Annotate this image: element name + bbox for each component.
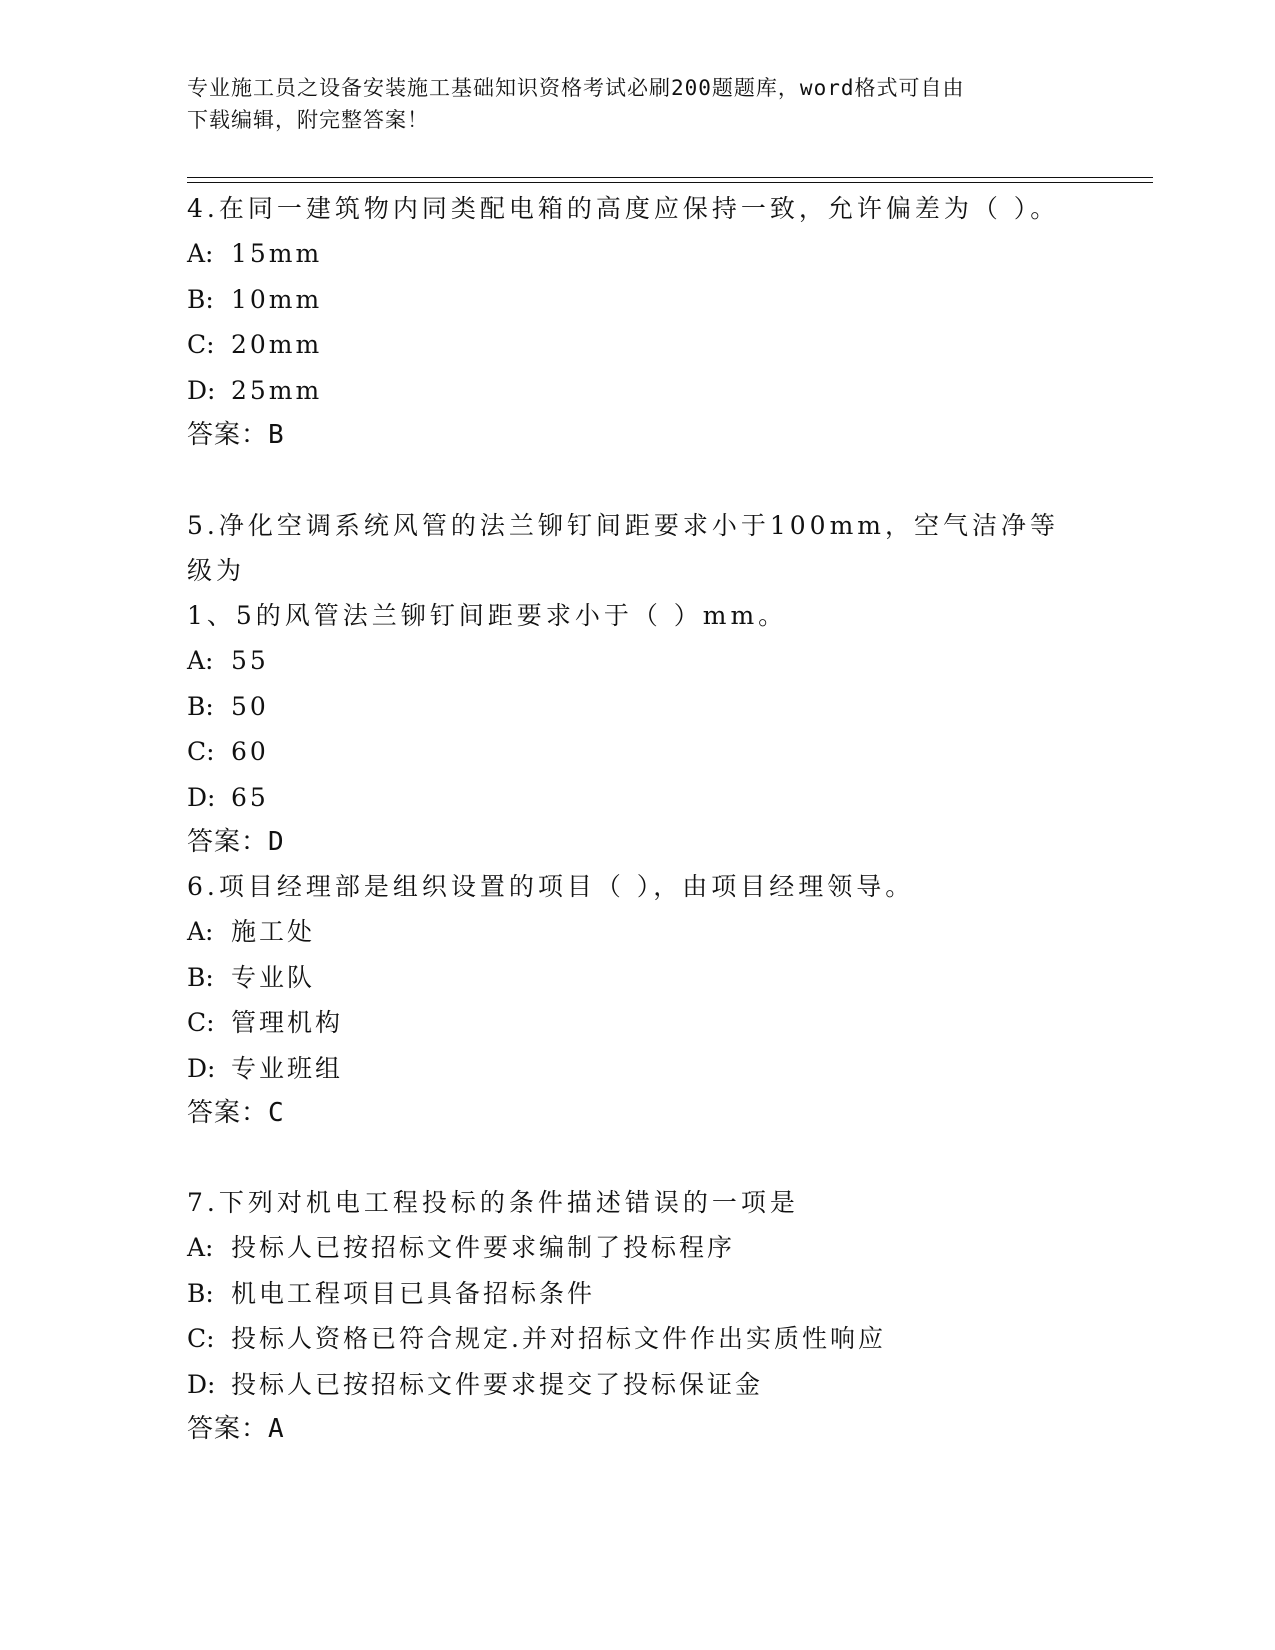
option-c (187, 729, 1087, 775)
document-header (187, 72, 1067, 136)
question-text: 6.项目经理部是组织设置的项目（ ），由项目经理领导。 (187, 872, 915, 901)
answer: 答案：D (187, 827, 285, 857)
option-letter: A: (187, 917, 214, 946)
option-a (187, 638, 1087, 684)
option-letter: B: (187, 691, 214, 721)
option-a (187, 909, 1087, 955)
option-a (187, 231, 1087, 277)
answer: 答案：C (187, 1098, 285, 1128)
option-text: 机电工程项目已具备招标条件 (231, 1278, 596, 1308)
question-7 (187, 1180, 1087, 1452)
option-c (187, 322, 1087, 368)
option-d (187, 1362, 1087, 1408)
option-text: 60 (231, 737, 269, 766)
option-text: 65 (231, 782, 269, 812)
option-text: 15mm (231, 239, 323, 268)
option-d (187, 368, 1087, 414)
option-text: 投标人资格已符合规定.并对招标文件作出实质性响应 (231, 1324, 886, 1353)
option-text: 专业班组 (231, 1053, 344, 1083)
option-letter: D: (187, 1369, 216, 1399)
option-text: 施工处 (231, 917, 316, 946)
option-letter: A: (187, 1233, 214, 1262)
header-divider-bottom (187, 182, 1153, 183)
option-letter: C: (187, 1008, 215, 1037)
question-text-line-1: 5.净化空调系统风管的法兰铆钉间距要求小于100mm，空气洁净等级为 (187, 511, 1059, 585)
option-c (187, 1000, 1087, 1046)
option-text: 投标人已按招标文件要求编制了投标程序 (231, 1233, 736, 1262)
option-b (187, 1271, 1087, 1317)
question-6 (187, 864, 1087, 1136)
option-text: 管理机构 (231, 1008, 344, 1037)
option-letter: D: (187, 375, 216, 405)
question-5 (187, 503, 1087, 865)
option-b (187, 955, 1087, 1001)
option-c (187, 1316, 1087, 1362)
option-text: 专业队 (231, 962, 316, 992)
option-text: 50 (231, 691, 269, 721)
option-d (187, 1046, 1087, 1092)
question-text: 4.在同一建筑物内同类配电箱的高度应保持一致，允许偏差为（ ）。 (187, 194, 1060, 223)
option-letter: B: (187, 284, 214, 314)
option-letter: B: (187, 1278, 214, 1308)
option-d (187, 775, 1087, 821)
header-line-2: 下载编辑，附完整答案！ (187, 108, 429, 132)
question-text-line-2: 1、5的风管法兰铆钉间距要求小于（ ）mm。 (187, 601, 788, 630)
option-letter: C: (187, 737, 215, 766)
question-text: 7.下列对机电工程投标的条件描述错误的一项是 (187, 1188, 799, 1217)
option-letter: C: (187, 330, 215, 359)
option-letter: A: (187, 239, 214, 268)
answer: 答案：B (187, 420, 285, 450)
option-text: 25mm (231, 375, 323, 405)
question-4 (187, 186, 1087, 458)
option-a (187, 1225, 1087, 1271)
option-text: 投标人已按招标文件要求提交了投标保证金 (231, 1369, 764, 1399)
option-letter: A: (187, 646, 214, 675)
option-b (187, 277, 1087, 323)
option-text: 55 (231, 646, 269, 675)
option-letter: C: (187, 1324, 215, 1353)
option-letter: B: (187, 962, 214, 992)
option-text: 10mm (231, 284, 323, 314)
answer: 答案：A (187, 1414, 285, 1444)
option-letter: D: (187, 782, 216, 812)
option-b (187, 684, 1087, 730)
header-line-1: 专业施工员之设备安装施工基础知识资格考试必刷200题题库，word格式可自由 (187, 76, 965, 100)
header-divider-top (187, 177, 1153, 178)
option-letter: D: (187, 1053, 216, 1083)
option-text: 20mm (231, 330, 323, 359)
